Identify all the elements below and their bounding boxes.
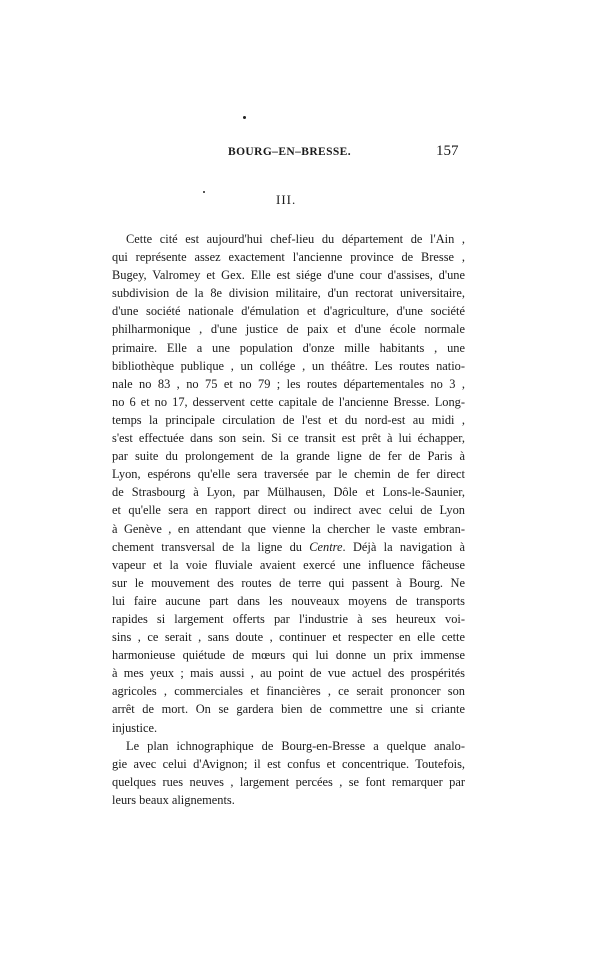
- text-line: Cette cité est aujourd'hui chef-lieu du département de l'Ain ,: [126, 232, 465, 246]
- text-line: temps la principale circulation de l'est et du nord-est au midi ,: [112, 412, 465, 427]
- ink-speck: [243, 116, 246, 119]
- text-line: Le plan ichnographique de Bourg-en-Bresse a quelque analo-: [126, 738, 465, 753]
- text-line: sins , ce serait , sans doute , continuer et respecter en elle cette: [112, 630, 465, 645]
- text-line: nale no 83 , no 75 et no 79 ; les routes départementales no 3 ,: [112, 376, 465, 391]
- text-line: chement transversal de la ligne du Centre. Déjà la navigation à: [112, 539, 465, 554]
- text-line: à Genève , en attendant que vienne la chercher le vaste embran-: [112, 521, 465, 536]
- paragraph: [112, 737, 465, 809]
- text-line: injustice.: [112, 720, 158, 735]
- text-line: no 6 et no 17, desservent cette capitale de l'ancienne Bresse. Long-: [112, 394, 465, 409]
- text-line: philharmonique , d'une justice de paix et d'une école normale: [112, 322, 465, 337]
- text-line: leurs beaux alignements.: [112, 792, 235, 807]
- text-line: harmonieuse quiétude de mœurs qui lui donne un prix immense: [112, 648, 465, 663]
- body-text: [112, 230, 465, 809]
- text-line: vapeur et la voie fluviale avaient exercé une influence fâcheuse: [112, 557, 465, 572]
- paragraph: [112, 230, 465, 737]
- text-line: arrêt de mort. On se gardera bien de commettre une si criante: [112, 702, 465, 717]
- text-line: agricoles , commerciales et financières , ce serait prononcer son: [112, 684, 465, 699]
- text-line: quelques rues neuves , largement percées , se font remarquer par: [112, 774, 465, 789]
- text-line: rapides si largement offerts par l'industrie à ses heureux voi-: [112, 611, 465, 626]
- ink-speck: [203, 191, 205, 193]
- page-number: 157: [436, 143, 459, 159]
- section-number: III.: [276, 192, 297, 207]
- text-line: gie avec celui d'Avignon; il est confus et concentrique. Toutefois,: [112, 756, 465, 771]
- text-line: Bugey, Valromey et Gex. Elle est siége d'une cour d'assises, d'une: [112, 268, 465, 283]
- text-line: s'est effectuée dans son sein. Si ce transit est prêt à lui échapper,: [112, 431, 465, 446]
- text-line: de Strasbourg à Lyon, par Mülhausen, Dôle et Lons-le-Saunier,: [112, 485, 465, 500]
- running-title: BOURG–EN–BRESSE.: [228, 146, 352, 158]
- text-line: subdivision de la 8e division militaire, d'un rectorat universitaire,: [112, 286, 465, 301]
- text-line: à mes yeux ; mais aussi , au point de vue actuel des prospérités: [112, 666, 465, 681]
- text-line: lui faire aucune part dans les nouveaux moyens de transports: [112, 593, 465, 608]
- text-line: d'une société nationale d'émulation et d'agriculture, d'une société: [112, 304, 465, 319]
- text-line: sur le mouvement des routes de terre qui passent à Bourg. Ne: [112, 575, 465, 590]
- text-line: bibliothèque publique , un collége , un théâtre. Les routes natio-: [112, 358, 465, 373]
- text-line: par suite du prolongement de la grande ligne de fer de Paris à: [112, 449, 465, 464]
- text-line: Lyon, espérons qu'elle sera traversée par le chemin de fer direct: [112, 467, 465, 482]
- text-line: qui représente assez exactement l'ancienne province de Bresse ,: [112, 250, 465, 265]
- text-line: primaire. Elle a une population d'onze mille habitants , une: [112, 340, 465, 355]
- text-line: et qu'elle sera en rapport direct ou indirect avec celui de Lyon: [112, 503, 465, 518]
